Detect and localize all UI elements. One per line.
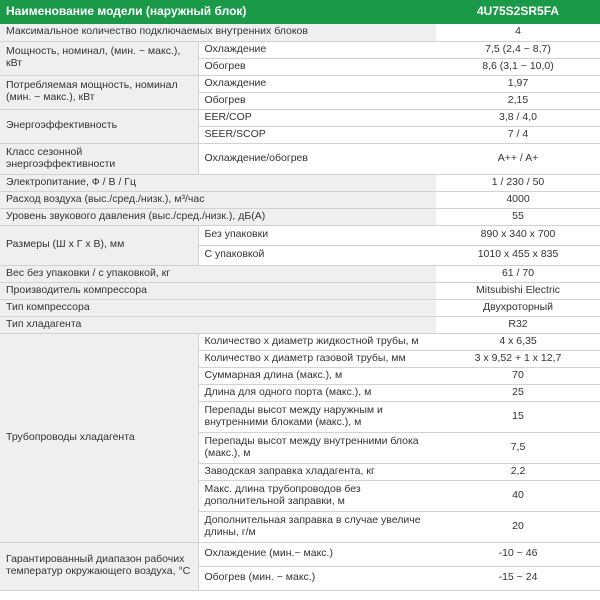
row-sublabel: Длина для одного порта (макс.), м: [198, 384, 436, 401]
row-sublabel: Перепады высот между внутренними блока (макс.), м: [198, 432, 436, 463]
row-value: 4 x 6,35: [436, 333, 600, 350]
row-value: 70: [436, 367, 600, 384]
row-label: Класс сезонной энергоэффективности: [0, 143, 198, 174]
row-label: Энергоэффективность: [0, 109, 198, 143]
row-sublabel: Охлаждение (мин.~ макс.): [198, 542, 436, 566]
table-row: [0, 41, 600, 58]
row-sublabel: Заводская заправка хладагента, кг: [198, 463, 436, 480]
row-sublabel: Охлаждение: [198, 75, 436, 92]
row-value: 1 / 230 / 50: [436, 174, 600, 191]
table-row: [0, 109, 600, 126]
row-value: R32: [436, 316, 600, 333]
row-sublabel: Без упаковки: [198, 225, 436, 245]
row-sublabel: Обогрев: [198, 92, 436, 109]
row-value: 7,5 (2,4 ~ 8,7): [436, 41, 600, 58]
table-row: [0, 542, 600, 566]
row-sublabel: EER/COP: [198, 109, 436, 126]
row-value: 7,5: [436, 432, 600, 463]
row-label: Вес без упаковки / с упаковкой, кг: [0, 265, 436, 282]
row-value: 7 / 4: [436, 126, 600, 143]
row-label: Размеры (Ш х Г х В), мм: [0, 225, 198, 265]
row-value: 2,2: [436, 463, 600, 480]
row-sublabel: SEER/SCOP: [198, 126, 436, 143]
row-sublabel: Охлаждение/обогрев: [198, 143, 436, 174]
table-row: [0, 265, 600, 282]
row-label: Электропитание, Ф / В / Гц: [0, 174, 436, 191]
row-value: 4000: [436, 191, 600, 208]
row-sublabel: С упаковкой: [198, 245, 436, 265]
row-label: Производитель компрессора: [0, 282, 436, 299]
row-value: 4: [436, 24, 600, 41]
row-sublabel: Обогрев: [198, 58, 436, 75]
row-value: Двухроторный: [436, 299, 600, 316]
row-label: Мощность, номинал, (мин. ~ макс.), кВт: [0, 41, 198, 75]
row-value: 40: [436, 480, 600, 511]
row-value: 15: [436, 401, 600, 432]
table-row: [0, 191, 600, 208]
row-value: 20: [436, 511, 600, 542]
row-value: Mitsubishi Electric: [436, 282, 600, 299]
row-value: -15 ~ 24: [436, 566, 600, 590]
row-value: 25: [436, 384, 600, 401]
table-row: [0, 299, 600, 316]
table-row: [0, 316, 600, 333]
row-value: 55: [436, 208, 600, 225]
row-sublabel: Количество х диаметр газовой трубы, мм: [198, 350, 436, 367]
row-label: Максимальное количество подключаемых внутренних блоков: [0, 24, 436, 41]
row-value: A++ / A+: [436, 143, 600, 174]
row-sublabel: Охлаждение: [198, 41, 436, 58]
table-row: [0, 208, 600, 225]
table-row: [0, 282, 600, 299]
row-label: Расход воздуха (выс./сред./низк.), м³/час: [0, 191, 436, 208]
row-sublabel: Макс. длина трубопроводов без дополнительной заправки, м: [198, 480, 436, 511]
row-value: -10 ~ 46: [436, 542, 600, 566]
table-row: [0, 174, 600, 191]
row-value: 1010 x 455 x 835: [436, 245, 600, 265]
row-sublabel: Количество х диаметр жидкостной трубы, м: [198, 333, 436, 350]
row-label: Трубопроводы хладагента: [0, 333, 198, 542]
row-label: Потребляемая мощность, номинал (мин. ~ макс.), кВт: [0, 75, 198, 109]
row-sublabel: Обогрев (мин. ~ макс.): [198, 566, 436, 590]
row-sublabel: Перепады высот между наружным и внутренними блоками (макс.), м: [198, 401, 436, 432]
row-label: Уровень звукового давления (выс./сред./низк.), дБ(А): [0, 208, 436, 225]
row-value: 8,6 (3,1 ~ 10,0): [436, 58, 600, 75]
row-value: 3 x 9,52 + 1 x 12,7: [436, 350, 600, 367]
table-row: [0, 75, 600, 92]
row-label: Тип компрессора: [0, 299, 436, 316]
row-value: 3,8 / 4,0: [436, 109, 600, 126]
row-sublabel: Дополнительная заправка в случае увеличе длины, г/м: [198, 511, 436, 542]
row-value: 61 / 70: [436, 265, 600, 282]
table-row: [0, 24, 600, 41]
row-value: 1,97: [436, 75, 600, 92]
row-label: Гарантированный диапазон рабочих температур окружающего воздуха, °C: [0, 542, 198, 590]
table-header-row: [0, 0, 600, 24]
table-row: [0, 225, 600, 245]
header-title: Наименование модели (наружный блок): [0, 0, 436, 24]
model-name: 4U75S2SR5FA: [436, 0, 600, 24]
table-row: [0, 333, 600, 350]
row-sublabel: Суммарная длина (макс.), м: [198, 367, 436, 384]
row-value: 2,15: [436, 92, 600, 109]
table-row: [0, 143, 600, 174]
row-value: 890 x 340 x 700: [436, 225, 600, 245]
row-label: Тип хладагента: [0, 316, 436, 333]
